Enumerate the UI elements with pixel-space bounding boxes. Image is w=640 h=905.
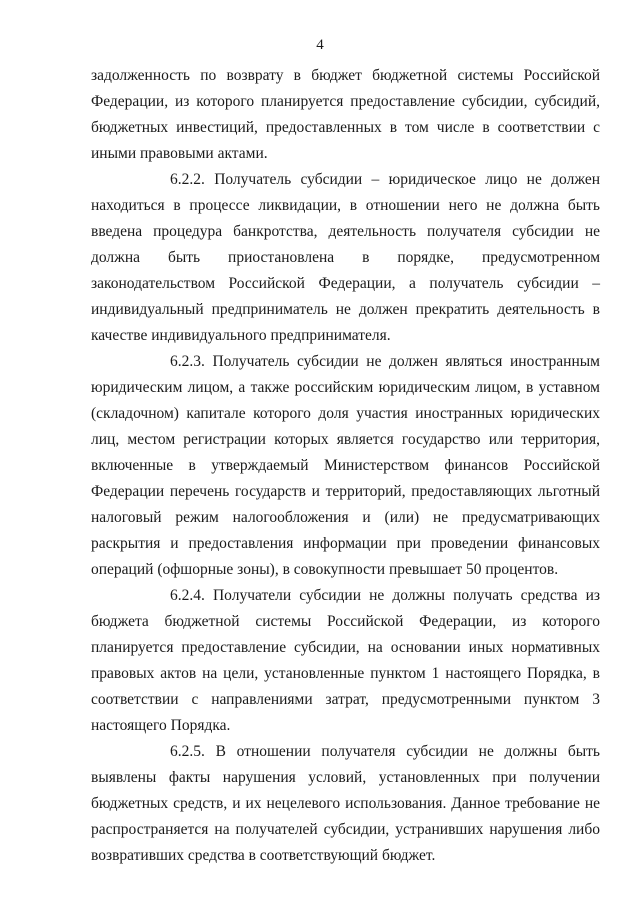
paragraph-6-2-5: 6.2.5. В отношении получателя субсидии не должны быть выявлены факты нарушения условий, установленных при получении бюджетных средств, и их нецелевого использования. Данное требование не распространяется на получателей субсидии, устранивших нарушения либо возвративших средства в соответствующий бюджет. <box>91 743 600 864</box>
document-body <box>91 63 600 869</box>
paragraph-6-2-3: 6.2.3. Получатель субсидии не должен являться иностранным юридическим лицом, а также российским юридическим лицом, в уставном (складочном) капитале которого доля участия иностранных юридических лиц, местом регистрации которых является государство или территория, включенные в утверждаемый Министерством финансов Российской Федерации перечень государств и территорий, предоставляющих льготный налоговый режим налогообложения и (или) не предусматривающих раскрытия и предоставления информации при проведении финансовых операций (офшорные зоны), в совокупности превышает 50 процентов. <box>91 353 600 578</box>
paragraph-6-2-2: 6.2.2. Получатель субсидии – юридическое лицо не должен находиться в процессе ликвидации, в отношении него не должна быть введена процедура банкротства, деятельность получателя субсидии не должна быть приостановлена в порядке, предусмотренном законодательством Российской Федерации, а получатель субсидии – индивидуальный предприниматель не должен прекратить деятельность в качестве индивидуального предпринимателя. <box>91 171 600 344</box>
paragraph-6-2-4: 6.2.4. Получатели субсидии не должны получать средства из бюджета бюджетной системы Российской Федерации, из которого планируется предоставление субсидии, на основании иных нормативных правовых актов на цели, установленные пунктом 1 настоящего Порядка, в соответствии с направлениями затрат, предусмотренными пунктом 3 настоящего Порядка. <box>91 587 600 734</box>
paragraph-continuation: задолженность по возврату в бюджет бюджетной системы Российской Федерации, из которого планируется предоставление субсидии, субсидий, бюджетных инвестиций, предоставленных в том числе в соответствии с иными правовыми актами. <box>91 67 600 162</box>
page-number: 4 <box>316 37 324 53</box>
